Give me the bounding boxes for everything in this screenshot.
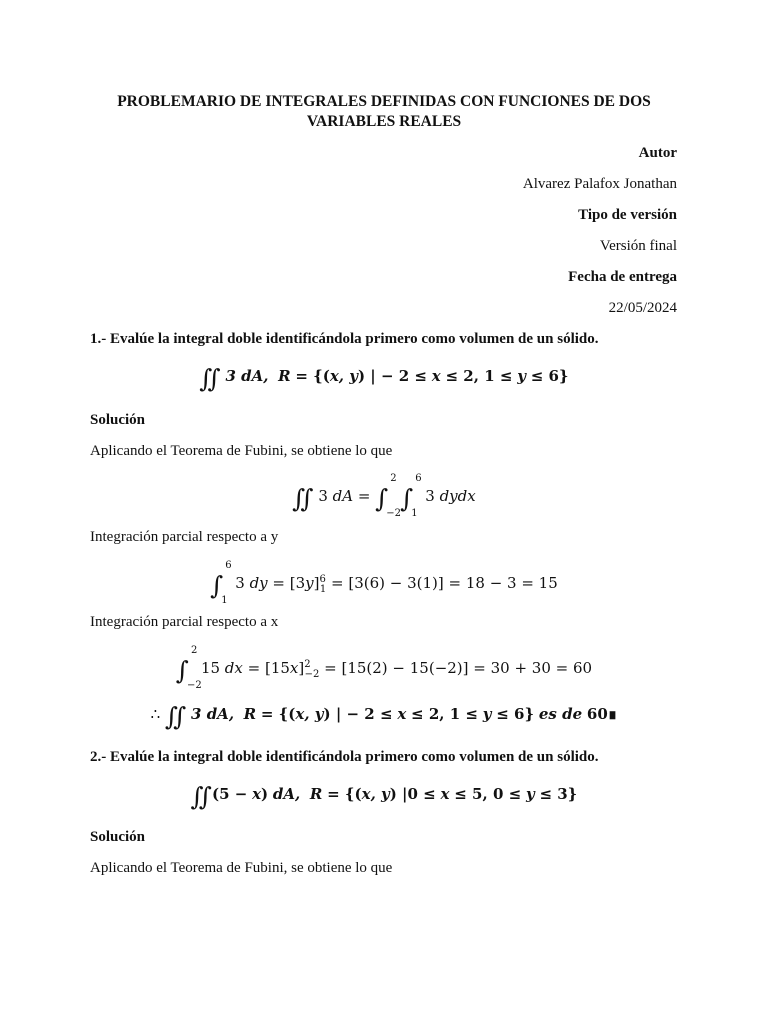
problem1-fubini-text: Aplicando el Teorema de Fubini, se obtiene lo que — [90, 443, 393, 459]
document-title: PROBLEMARIO DE INTEGRALES DEFINIDAS CON FUNCIONES DE DOS VARIABLES REALES — [117, 93, 651, 130]
problem1-fubini-equation: ∬ 3 dA = ∫ 2 −2 ∫ 6 1 3 dydx — [292, 473, 476, 519]
version-label: Tipo de versión — [578, 207, 677, 223]
problem1-partial-y-equation: ∫ 6 1 3 dy = $[3y]^6_1 = [3(6) - 3(1)] = 18 - 3 = 15$ — [210, 560, 558, 606]
problem1-partial-x-equation: ∫ 2 −2 15 dx = $[15x]^2_{-2} = [15(2) - 15(-2)] = 30 + 30 = 60$ — [175, 645, 593, 691]
problem1-result-equation: ∴ ∬ 3 dA, R = {(x, y) | − 2 ≤ x ≤ 2, 1 ≤ y ≤ 6} es de 60∎ — [150, 702, 618, 731]
problem2-heading: 2.- Evalúe la integral doble identificándola primero como volumen de un sólido. — [90, 749, 599, 765]
date-value: 22/05/2024 — [608, 300, 677, 316]
problem1-statement-equation: ∬ 3 dA, R = {(x, y) | − 2 ≤ x ≤ 2, 1 ≤ y ≤ 6} — [199, 364, 569, 393]
problem1-partial-y-text: Integración parcial respecto a y — [90, 529, 279, 545]
problem1-heading: 1.- Evalúe la integral doble identificándola primero como volumen de un sólido. — [90, 331, 599, 347]
author-value: Alvarez Palafox Jonathan — [522, 176, 677, 192]
problem2-fubini-text: Aplicando el Teorema de Fubini, se obtiene lo que — [90, 860, 393, 876]
problem2-statement-equation: ∬(5 − x) dA, R = {(x, y) |0 ≤ x ≤ 5, 0 ≤ y ≤ 3} — [190, 782, 578, 811]
author-label: Autor — [638, 145, 677, 161]
problem1-partial-x-text: Integración parcial respecto a x — [90, 614, 279, 630]
date-label: Fecha de entrega — [568, 269, 677, 285]
problem2-solution-label: Solución — [90, 829, 146, 845]
problem1-solution-label: Solución — [90, 412, 146, 428]
version-value: Versión final — [599, 238, 677, 254]
